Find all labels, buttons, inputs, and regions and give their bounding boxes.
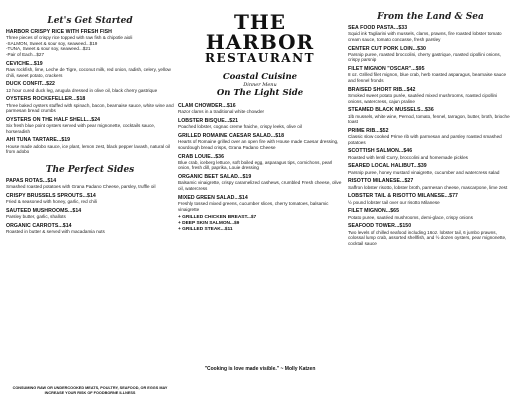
menu-item-description: 8 oz. Grilled filet mignon, blue crab, herb roasted asparagus, bearnaise sauce and fennel fronds [348,72,507,83]
menu-item [178,195,342,212]
menu-item-name: FILET MIGNON "OSCAR"...$95 [348,66,425,73]
menu-item-description: Classic slow cooked Prime rib with parmesan and parsley roasted smashed potatoes [348,134,502,145]
menu-item [178,103,342,115]
addon-item: + DEEP SKIN SALMON...$9 [178,221,240,227]
menu-item [348,66,513,83]
menu-item-name: LOBSTER TAIL & RISOTTO MILANESE...$77 [348,193,458,200]
menu-item-description: Parsnip puree, honey mustard vinaigrette, cucumber and watercress salad [348,169,500,175]
menu-item-name: HARBOR CRISPY RICE WITH FRESH FISH [6,29,112,35]
dinner-menu-subtitle: Dinner Menu [243,82,277,88]
menu-item-name: AHI TUNA TARTARE...$19 [6,137,71,144]
menu-item-name: CRAB LOUIE...$36 [178,153,225,160]
menu-item-description: Fried & seasoned with honey, garlic, red chili [6,199,97,205]
menu-item-name: DUCK CONFIT...$22 [6,81,55,88]
menu-item-description: Three baked oysters stuffed with spinach, bacon, bearnaise sauce, white wine and parmesan bread crumbs [6,102,174,114]
menu-item-description: Hearts of Romaine grilled over an open fire with House made Caesar dressing, sourdough bread crisps, Grana Padano Cheese [178,139,339,150]
menu-item-name: BRAISED SHORT RIB...$42 [348,86,416,93]
menu-item-name: SEARED LOCAL HALIBUT...$39 [348,163,427,170]
menu-item [178,174,342,191]
menu-item-description: Parsley butter, garlic, shallots [6,214,66,220]
menu-item-name: CRISPY BRUSSELS SPROUTS...$14 [6,192,96,199]
menu-item-description: Blue crab, iceberg lettuce, soft boiled egg, asparagus tips, cornichons, pearl onion, fresh dill, paprika, Louie dressing [178,159,333,171]
restaurant-logo [178,12,342,64]
menu-item-description: Squid ink Tagliarini with mussels, clams, prawns, fire roasted lobster tomato cream sauce, tomato concasse, fresh parsley [348,31,502,42]
menu-item-description: 1lb mussels, white wine, Pernod, tomato, fennel, tarragon, butter, broth, brioche toast [348,113,510,125]
menu-item-description: Poached lobster, cognac creme fraiche, crispy leeks, olive oil [178,124,302,130]
menu-item [348,128,513,145]
middle-column [178,12,342,233]
menu-item [348,107,513,124]
menu-item [6,137,174,154]
menu-item [348,87,513,104]
menu-item-name: CLAM CHOWDER...$16 [178,103,236,109]
menu-item-name: ORGANIC CARROTS...$14 [6,222,72,229]
menu-item-name: PAPAS ROTAS...$14 [6,177,57,184]
menu-item [6,96,174,113]
menu-item-name: SAUTEED MUSHROOMS...$14 [6,207,82,214]
menu-item-description: Roasted in butter & served with macadamia nuts [6,229,105,235]
menu-item-name: SEA FOOD PASTA...$33 [348,25,408,31]
logo-line1: THE HARBOR [205,10,315,54]
menu-item-name: SCOTTISH SALMON...$46 [348,148,413,155]
menu-item-name: ORGANIC BEET SALAD...$19 [178,174,252,181]
menu-item [6,223,174,235]
menu-item [178,118,342,130]
light-side-title: On The Light Side [216,88,304,98]
menu-item [348,163,513,175]
menu-item-description: Three pieces of crispy rice topped with raw fish & chipotle aioli -SALMON, Sweet & sour soy, seaweed...$19 -TUNA, Sweet & sour soy, seaweed...$21 -Pair of Each...$27 [6,35,133,57]
coastal-cuisine-title: Coastal Cuisine [222,72,298,82]
menu-item [348,193,513,205]
light-side-list [178,103,342,212]
addons-list [178,215,342,232]
menu-item-description: Two levels of chilled seafood including 16oz. lobster tail, 6 jumbo prawns, colossal lump crab, assorted shellfish, and ½ dozen oysters, pear mignonette, cocktail sauce [348,229,507,246]
middle-heading [178,72,342,98]
menu-item [6,81,174,93]
menu-item-description: Six fresh blue point oysters served with pear mignonette, cocktails sauce, horseradish [6,123,156,134]
menu-item [6,208,174,220]
menu-item-description: Razor clams in a traditional white chowder [178,109,265,115]
menu-item [6,29,174,58]
sides-list [6,178,174,235]
menu-item [178,133,342,150]
menu-item-description: Roasted with lentil Curry, broccolini and homemade pickles [348,154,468,160]
logo-line2: RESTAURANT [204,51,315,65]
menu-item-description: Balsamic vinaigrette, crispy caramelized cashews, crumbled Fresh cheese, olive oil, watercress [178,180,342,191]
menu-item-description: Raw rockfish, lime, Leche de Tigre, coconut milk, red onion, radish, celery, yellow chili, sweet potato, crackers [6,66,171,78]
menu-item-name: LOBSTER BISQUE...$21 [178,117,239,124]
menu-item [348,208,513,220]
sides-title: The Perfect Sides [45,164,135,175]
starters-list [6,29,174,155]
menu-item-description: Freshly tossed mixed greens, cucumber slices, cherry tomatoes, balsamic vinaigrette [178,200,329,212]
menu-item-name: CEVICHE...$19 [6,60,43,67]
menu-item-name: OYSTERS ON THE HALF SHELL...$24 [6,116,101,123]
menu-item-description: Saffron lobster risotto, lobster broth, parmesan cheese, mascarpone, lime zest [348,184,508,190]
menu-item [6,61,174,78]
menu-item-name: MIXED GREEN SALAD...$14 [178,194,248,201]
menu-item-description: Smoked sweet potato purée, sautéed mixed mushrooms, roasted cipollini onions, watercress, cajun praline [348,92,498,104]
menu-item-name: SEAFOOD TOWER...$150 [348,223,412,230]
menu-item-description: House made adobo sauce, ice plant, lemon zest, black pepper lavash, natural oil from adobo [6,143,170,155]
menu-item [348,46,513,63]
menu-item-description: Parsnip puree, roasted broccolini, cherry gastrique, roasted cipollini onions, crispy parsnip [348,51,501,63]
menu-item-name: GRILLED ROMAINE CAESAR SALAD...$18 [178,132,285,139]
menu-item [348,223,513,246]
menu-item-description: 12 hour cured duck leg, arugula dressed in olive oil, black cherry gastrique [6,87,158,93]
disclaimer: CONSUMING RAW OR UNDERCOOKED MEATS, POULTRY, SEAFOOD, OR EGGS MAY INCREASE YOUR RISK OF FOODBORNE ILLNESS [12,386,168,395]
land-sea-list [348,25,513,246]
menu-item [348,148,513,160]
menu-item [348,25,513,42]
menu-item [6,193,174,205]
menu-item [6,117,174,134]
addon-item: + GRILLED STEAK...$11 [178,226,233,232]
menu-item [6,178,174,190]
menu-item [348,178,513,190]
quote: "Cooking is love made visible." ~ Molly Katzen [204,366,316,372]
menu-item-name: RISOTTO MILANESE...$27 [348,178,414,185]
starters-title: Let's Get Started [47,16,133,26]
menu-item-name: OYSTERS ROCKEFELLER...$18 [6,96,86,103]
addon-item: + GRILLED CHICKEN BREAST...$7 [178,215,257,221]
menu-item-name: PRIME RIB...$52 [348,127,389,134]
menu-item-name: FILET MIGNON...$65 [348,208,400,215]
menu-item-name: STEAMED BLACK MUSSELS...$36 [348,107,434,114]
menu-item-description: Smashed roasted potatoes with Grana Padano Cheese, parsley, truffle oil [6,184,156,190]
right-column [348,12,513,250]
menu-item-name: CENTER CUT PORK LOIN...$30 [348,45,426,52]
menu-item [178,154,342,171]
menu-item-description: Potato puree, sautéed mushrooms, demi-glace, crispy onions [348,214,473,220]
land-sea-title: From the Land & Sea [377,12,484,22]
left-column [6,16,174,238]
menu-item-description: ½ pound lobster tail over our risotto Milanese [348,199,440,205]
